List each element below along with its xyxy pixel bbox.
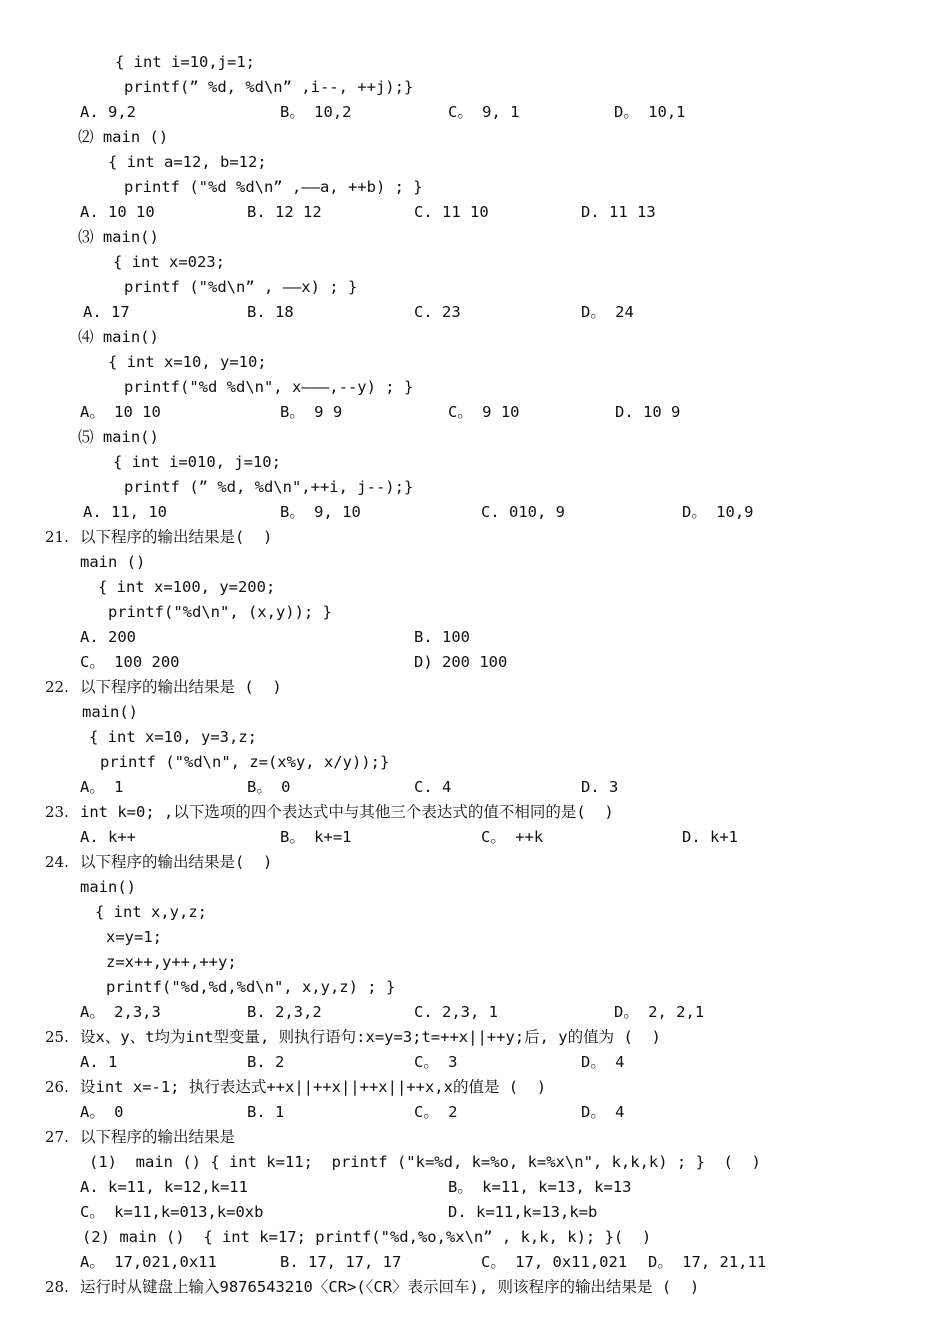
- line-text: printf("%d %d\n", x———,--y) ; }: [124, 378, 414, 396]
- answer-option: C。 3: [414, 1053, 458, 1071]
- text-line: [0, 1200, 950, 1225]
- question-number: 22.: [45, 678, 69, 696]
- text-line: [0, 200, 950, 225]
- answer-option: C。 2: [414, 1103, 458, 1121]
- answer-option: D. 10 9: [615, 403, 681, 421]
- text-line: [0, 525, 950, 550]
- line-text: x=y=1;: [106, 928, 162, 946]
- answer-option: C。 9 10: [448, 403, 520, 421]
- text-line: [0, 775, 950, 800]
- answer-option: C。 9, 1: [448, 103, 520, 121]
- text-line: [0, 725, 950, 750]
- answer-option: A. 1: [80, 1053, 118, 1071]
- text-line: [0, 600, 950, 625]
- answer-option: A. 11, 10: [83, 503, 167, 521]
- text-line: [0, 675, 950, 700]
- line-text: main (): [80, 553, 146, 571]
- answer-option: C. 010, 9: [481, 503, 565, 521]
- line-text: main(): [80, 878, 136, 896]
- text-line: [0, 275, 950, 300]
- line-text: 以下程序的输出结果是 ( ): [80, 678, 282, 696]
- line-text: { int x=023;: [113, 253, 225, 271]
- answer-option: B。 k+=1: [280, 828, 352, 846]
- line-text: ⑵ main (): [78, 128, 169, 146]
- line-text: 以下程序的输出结果是: [80, 1128, 236, 1146]
- line-text: printf(” %d, %d\n” ,i--, ++j);}: [124, 78, 414, 96]
- question-number: 25.: [45, 1028, 69, 1046]
- text-line: [0, 650, 950, 675]
- answer-option: A. k++: [80, 828, 136, 846]
- line-text: 运行时从键盘上输入9876543210〈CR>(〈CR〉表示回车), 则该程序的输出结果是 ( ): [80, 1278, 700, 1296]
- answer-option: A. 10 10: [80, 203, 155, 221]
- answer-option: D. k+1: [682, 828, 738, 846]
- answer-option: A. 17: [83, 303, 130, 321]
- line-text: (1) main () { int k=11; printf ("k=%d, k=%o, k=%x\n", k,k,k) ; } ( ): [89, 1153, 761, 1171]
- line-text: 设int x=-1; 执行表达式++x||++x||++x||++x,x的值是 ( ): [80, 1078, 547, 1096]
- answer-option: D。 24: [581, 303, 634, 321]
- line-text: ⑶ main(): [78, 228, 159, 246]
- line-text: printf("%d,%d,%d\n", x,y,z) ; }: [106, 978, 396, 996]
- text-line: [0, 575, 950, 600]
- question-number: 27.: [45, 1128, 69, 1146]
- text-line: [0, 50, 950, 75]
- answer-option: B. 17, 17, 17: [280, 1253, 402, 1271]
- answer-option: B。 9, 10: [280, 503, 361, 521]
- answer-option: A. k=11, k=12,k=11: [80, 1178, 248, 1196]
- answer-option: D。 2, 2,1: [614, 1003, 705, 1021]
- answer-option: D. 11 13: [581, 203, 656, 221]
- answer-option: D) 200 100: [414, 653, 508, 671]
- answer-option: C。 k=11,k=013,k=0xb: [80, 1203, 264, 1221]
- text-line: [0, 425, 950, 450]
- line-text: ⑸ main(): [78, 428, 159, 446]
- text-line: [0, 75, 950, 100]
- line-text: printf ("%d %d\n” ,——a, ++b) ; }: [124, 178, 423, 196]
- text-line: [0, 1075, 950, 1100]
- answer-option: A. 200: [80, 628, 136, 646]
- text-line: [0, 100, 950, 125]
- question-number: 24.: [45, 853, 69, 871]
- text-line: [0, 1125, 950, 1150]
- text-line: [0, 950, 950, 975]
- line-text: main(): [82, 703, 138, 721]
- line-text: { int i=10,j=1;: [115, 53, 255, 71]
- text-line: [0, 1150, 950, 1175]
- line-text: 以下程序的输出结果是( ): [80, 528, 273, 546]
- answer-option: D。 4: [581, 1053, 625, 1071]
- text-line: [0, 1100, 950, 1125]
- answer-option: B. 2,3,2: [247, 1003, 322, 1021]
- text-line: [0, 800, 950, 825]
- line-text: printf ("%d\n” , ——x) ; }: [124, 278, 358, 296]
- answer-option: C. 11 10: [414, 203, 489, 221]
- text-line: [0, 1175, 950, 1200]
- answer-option: A。 10 10: [80, 403, 161, 421]
- text-line: [0, 350, 950, 375]
- text-line: [0, 325, 950, 350]
- text-line: [0, 125, 950, 150]
- line-text: { int x=100, y=200;: [98, 578, 276, 596]
- line-text: printf ("%d\n", z=(x%y, x/y));}: [100, 753, 390, 771]
- answer-option: A。 2,3,3: [80, 1003, 161, 1021]
- line-text: printf (” %d, %d\n",++i, j--);}: [124, 478, 414, 496]
- answer-option: C。 17, 0x11,021: [481, 1253, 628, 1271]
- line-text: { int i=010, j=10;: [113, 453, 281, 471]
- text-line: [0, 1275, 950, 1300]
- answer-option: B. 12 12: [247, 203, 322, 221]
- text-line: [0, 375, 950, 400]
- text-line: [0, 750, 950, 775]
- text-line: [0, 550, 950, 575]
- question-number: 21.: [45, 528, 69, 546]
- text-line: [0, 450, 950, 475]
- answer-option: B. 100: [414, 628, 470, 646]
- text-line: [0, 175, 950, 200]
- answer-option: C。 100 200: [80, 653, 180, 671]
- text-line: [0, 1050, 950, 1075]
- line-text: { int x=10, y=3,z;: [89, 728, 257, 746]
- answer-option: B. 1: [247, 1103, 285, 1121]
- text-line: [0, 400, 950, 425]
- answer-option: C. 4: [414, 778, 452, 796]
- text-line: [0, 1000, 950, 1025]
- text-line: [0, 500, 950, 525]
- question-number: 28.: [45, 1278, 69, 1296]
- text-line: [0, 625, 950, 650]
- answer-option: A。 1: [80, 778, 124, 796]
- text-line: [0, 900, 950, 925]
- line-text: z=x++,y++,++y;: [106, 953, 237, 971]
- line-text: (2) main () { int k=17; printf("%d,%o,%x\n” , k,k, k); }( ): [82, 1228, 652, 1246]
- line-text: int k=0; ,以下选项的四个表达式中与其他三个表达式的值不相同的是( ): [80, 803, 614, 821]
- answer-option: A。 0: [80, 1103, 124, 1121]
- answer-option: C. 2,3, 1: [414, 1003, 498, 1021]
- answer-option: B。 9 9: [280, 403, 343, 421]
- answer-option: D。 4: [581, 1103, 625, 1121]
- text-line: [0, 1225, 950, 1250]
- question-number: 26.: [45, 1078, 69, 1096]
- text-line: [0, 850, 950, 875]
- text-line: [0, 1025, 950, 1050]
- answer-option: D. 3: [581, 778, 619, 796]
- text-line: [0, 825, 950, 850]
- answer-option: B。 10,2: [280, 103, 352, 121]
- line-text: ⑷ main(): [78, 328, 159, 346]
- line-text: 设x、y、t均为int型变量, 则执行语句:x=y=3;t=++x||++y;后, y的值为 ( ): [80, 1028, 661, 1046]
- answer-option: A。 17,021,0x11: [80, 1253, 217, 1271]
- answer-option: B。 0: [247, 778, 291, 796]
- answer-option: B. 2: [247, 1053, 285, 1071]
- answer-option: D。 17, 21,11: [648, 1253, 767, 1271]
- answer-option: C. 23: [414, 303, 461, 321]
- text-line: [0, 250, 950, 275]
- line-text: { int a=12, b=12;: [108, 153, 267, 171]
- answer-option: B. 18: [247, 303, 294, 321]
- line-text: 以下程序的输出结果是( ): [80, 853, 273, 871]
- text-line: [0, 300, 950, 325]
- answer-option: D。 10,1: [614, 103, 686, 121]
- answer-option: B。 k=11, k=13, k=13: [448, 1178, 632, 1196]
- text-line: [0, 225, 950, 250]
- text-line: [0, 875, 950, 900]
- answer-option: C。 ++k: [481, 828, 544, 846]
- text-line: [0, 925, 950, 950]
- answer-option: D. k=11,k=13,k=b: [448, 1203, 598, 1221]
- line-text: printf("%d\n", (x,y)); }: [108, 603, 332, 621]
- text-line: [0, 475, 950, 500]
- line-text: { int x=10, y=10;: [108, 353, 267, 371]
- text-line: [0, 975, 950, 1000]
- text-line: [0, 150, 950, 175]
- text-line: [0, 700, 950, 725]
- text-line: [0, 1250, 950, 1275]
- answer-option: D。 10,9: [682, 503, 754, 521]
- answer-option: A. 9,2: [80, 103, 136, 121]
- question-number: 23.: [45, 803, 69, 821]
- line-text: { int x,y,z;: [95, 903, 207, 921]
